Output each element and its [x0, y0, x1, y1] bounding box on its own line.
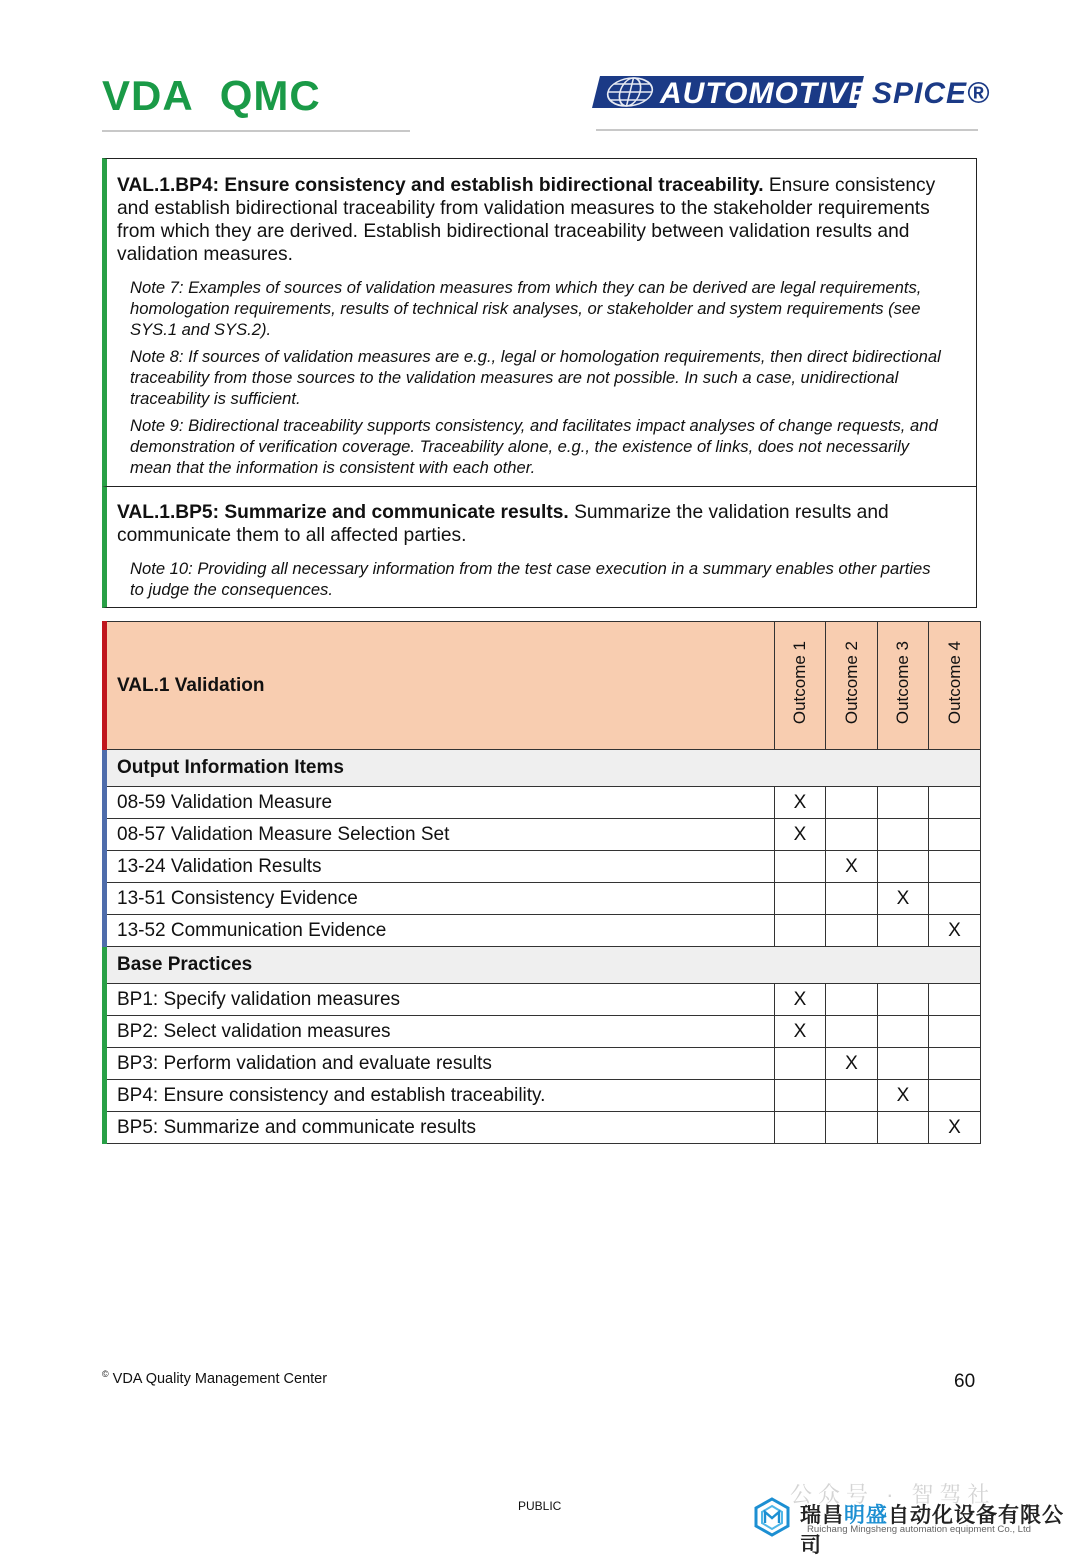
outcome-mark: [878, 915, 929, 947]
outcome-mark: X: [775, 819, 826, 851]
row-label: 13-51 Consistency Evidence: [105, 883, 775, 915]
outcome-3-header: Outcome 3: [878, 622, 929, 750]
bp4-box: [102, 158, 977, 487]
outcome-mark: [878, 851, 929, 883]
outcome-mark: [826, 1080, 878, 1112]
outcome-mark: [826, 787, 878, 819]
outcome-mark: [826, 883, 878, 915]
outcome-1-header: Outcome 1: [775, 622, 826, 750]
outcome-mark: [775, 1048, 826, 1080]
outcome-mark: X: [878, 883, 929, 915]
bp5-paragraph: [117, 501, 964, 547]
outcome-mark: [826, 1016, 878, 1048]
bp4-title: VAL.1.BP4: Ensure consistency and establish bidirectional traceability.: [117, 175, 764, 196]
table-row: [105, 819, 981, 851]
outcome-mark: [929, 984, 981, 1016]
bp5-box: [102, 486, 977, 608]
page-number: 60: [954, 1371, 976, 1392]
row-label: BP1: Specify validation measures: [105, 984, 775, 1016]
automotive-spice-logo: [596, 76, 991, 110]
outcome-mark: [929, 851, 981, 883]
row-label: BP4: Ensure consistency and establish traceability.: [105, 1080, 775, 1112]
table-row: [105, 915, 981, 947]
table-title: VAL.1 Validation: [105, 622, 775, 750]
table-row: [105, 883, 981, 915]
table-header-row: [105, 622, 981, 750]
outcome-mark: [929, 883, 981, 915]
company-name-cn: 瑞昌明盛自动化设备有限公司: [800, 1504, 1064, 1557]
outcome-mark: [878, 787, 929, 819]
outcome-mark: [826, 984, 878, 1016]
copyright-text: VDA Quality Management Center: [108, 1370, 328, 1387]
outcome-mark: [929, 1016, 981, 1048]
bp5-text: Summarize the validation results and communicate them to all affected parties.: [117, 502, 889, 546]
outcome-mark: [878, 1048, 929, 1080]
outcome-mark: X: [775, 984, 826, 1016]
row-label: BP3: Perform validation and evaluate results: [105, 1048, 775, 1080]
section-output-items: [105, 750, 981, 787]
header-divider-right: [596, 129, 978, 131]
section-base-practices-label: Base Practices: [105, 947, 981, 984]
table-row: [105, 1016, 981, 1048]
outcome-mark: [775, 1112, 826, 1144]
outcome-mark: X: [826, 851, 878, 883]
vda-logo-text: VDA: [102, 72, 194, 119]
note-9: Note 9: Bidirectional traceability supports consistency, and facilitates impact analyses of change requests, and demonstration of verification coverage. Traceability alone, e.g., the existence of links, does not necessarily mean that the information is consistent with each other.: [130, 416, 938, 477]
logo-automotive-text: AUTOMOTIVE: [660, 77, 870, 110]
table-row: [105, 851, 981, 883]
outcome-mark: X: [929, 1112, 981, 1144]
table-row: [105, 1112, 981, 1144]
table-row: [105, 1080, 981, 1112]
outcome-mark: [826, 1112, 878, 1144]
outcome-mark: [878, 1112, 929, 1144]
row-label: 13-24 Validation Results: [105, 851, 775, 883]
table-row: [105, 787, 981, 819]
bp4-text: Ensure consistency and establish bidirectional traceability from validation measures to the stakeholder requirements from which they are derived. Establish bidirectional traceability between validation results and validation measures.: [117, 175, 936, 265]
outcome-mark: X: [929, 915, 981, 947]
outcome-mark: [878, 819, 929, 851]
row-label: BP5: Summarize and communicate results: [105, 1112, 775, 1144]
outcome-mark: [878, 984, 929, 1016]
section-base-practices: [105, 947, 981, 984]
outcome-mark: [878, 1016, 929, 1048]
outcome-mark: [929, 1080, 981, 1112]
company-logo-icon: [752, 1497, 792, 1537]
classification-label: PUBLIC: [518, 1499, 562, 1513]
bp4-paragraph: [117, 174, 964, 266]
row-label: BP2: Select validation measures: [105, 1016, 775, 1048]
outcome-mark: [929, 819, 981, 851]
qmc-logo-text: QMC: [219, 72, 321, 119]
vda-qmc-logo: [102, 72, 321, 120]
header-divider-left: [102, 130, 410, 132]
outcome-mark: [929, 787, 981, 819]
row-label: 08-59 Validation Measure: [105, 787, 775, 819]
outcome-mark: [775, 1080, 826, 1112]
outcome-mark: [826, 915, 878, 947]
outcome-mark: [775, 851, 826, 883]
table-row: [105, 984, 981, 1016]
note-7: Note 7: Examples of sources of validation measures from which they can be derived are legal requirements, homologation requirements, results of technical risk analyses, or stakeholder and system requirements (see SYS.1 and SYS.2).: [130, 278, 922, 339]
copyright-notice: [102, 1369, 327, 1387]
note-8: Note 8: If sources of validation measures are e.g., legal or homologation requirements, then direct bidirectional traceability from those sources to the validation measures are not possible. In such a case, unidirectional traceability is sufficient.: [130, 347, 941, 408]
outcome-mark: X: [878, 1080, 929, 1112]
section-output-items-label: Output Information Items: [105, 750, 981, 787]
row-label: 13-52 Communication Evidence: [105, 915, 775, 947]
val1-outcome-table: [102, 621, 981, 1144]
watermark-faded-text: 公众号 · 智驾社: [790, 1482, 996, 1507]
copyright-symbol: ©: [102, 1369, 109, 1379]
outcome-4-header: Outcome 4: [929, 622, 981, 750]
outcome-mark: X: [826, 1048, 878, 1080]
note-10: Note 10: Providing all necessary information from the test case execution in a summary enables other parties to judge the consequences.: [130, 559, 931, 599]
outcome-mark: X: [775, 787, 826, 819]
outcome-mark: [775, 883, 826, 915]
outcome-mark: [775, 915, 826, 947]
table-row: [105, 1048, 981, 1080]
outcome-2-header: Outcome 2: [826, 622, 878, 750]
bp5-title: VAL.1.BP5: Summarize and communicate results.: [117, 502, 569, 523]
company-name-en: Ruichang Mingsheng automation equipment Co., Ltd: [807, 1524, 1031, 1535]
row-label: 08-57 Validation Measure Selection Set: [105, 819, 775, 851]
outcome-mark: [826, 819, 878, 851]
outcome-mark: X: [775, 1016, 826, 1048]
outcome-mark: [929, 1048, 981, 1080]
logo-spice-text: SPICE®: [872, 77, 991, 110]
